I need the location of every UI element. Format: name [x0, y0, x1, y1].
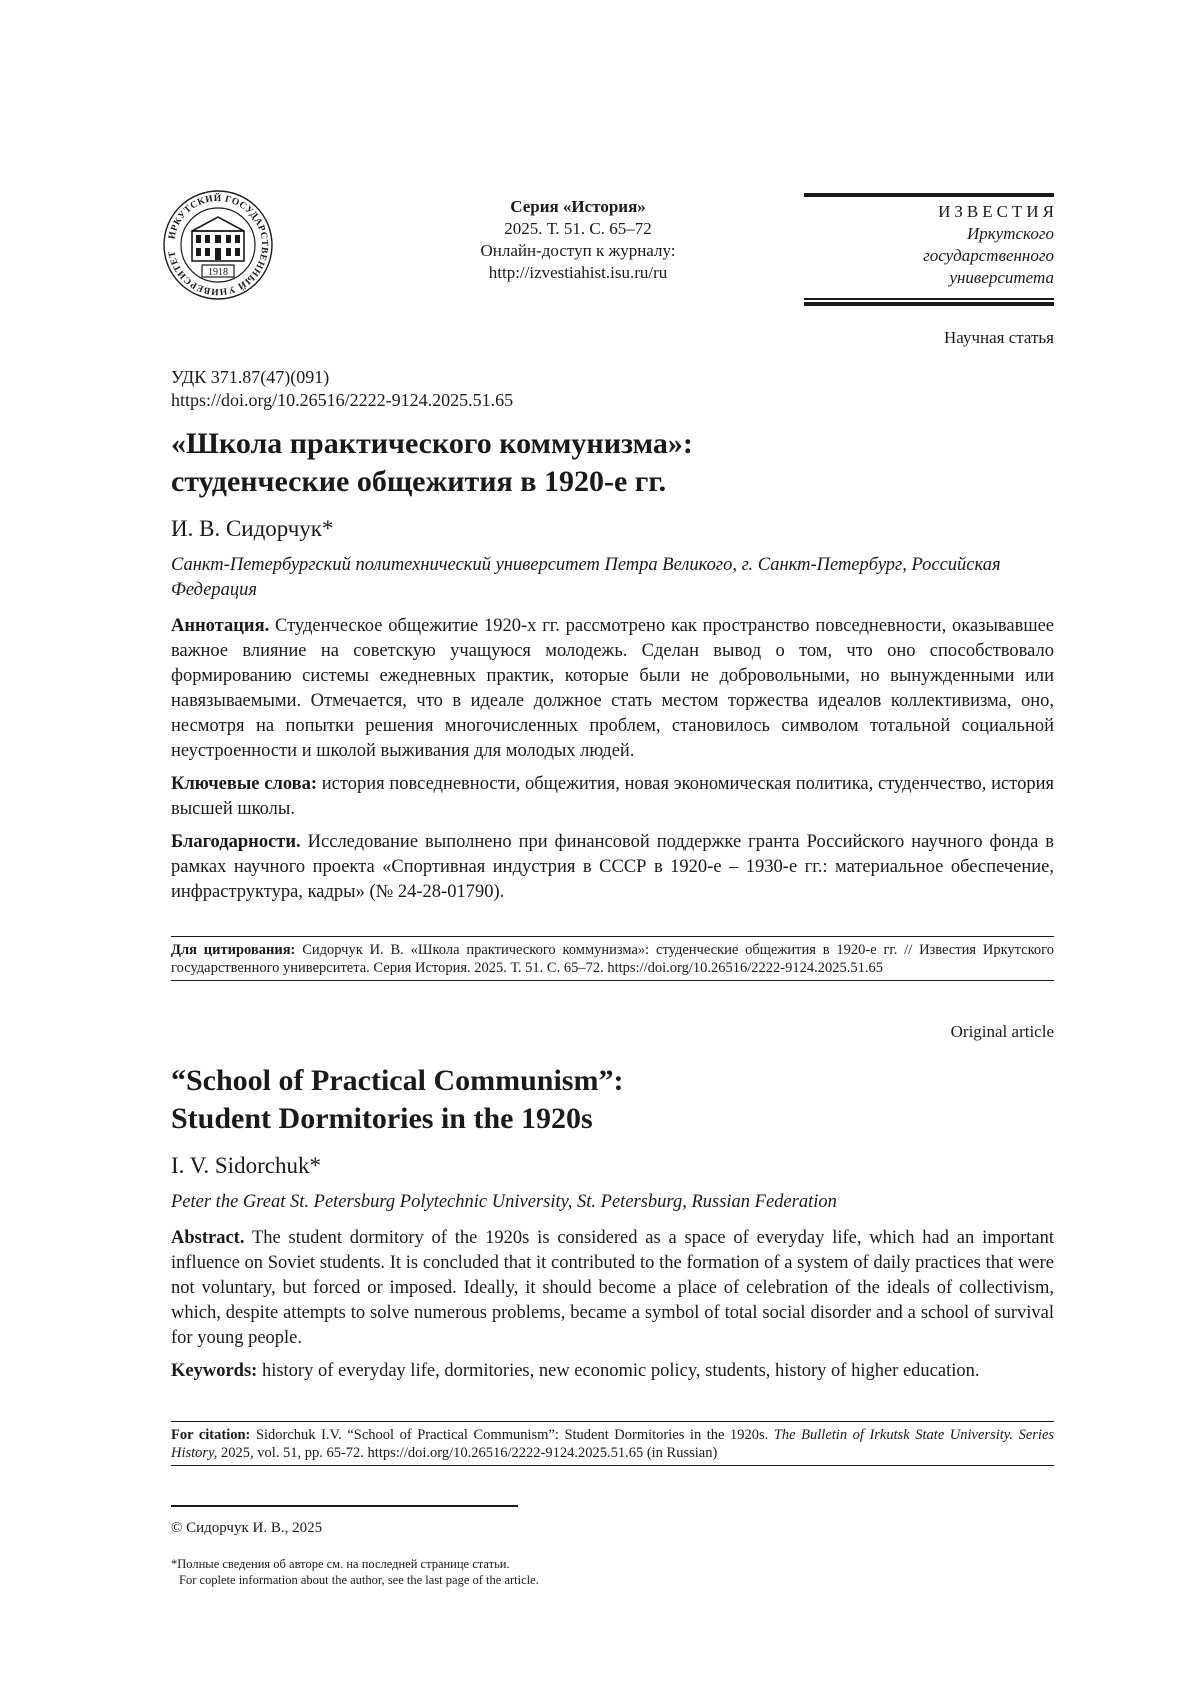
- citation-label: For citation:: [171, 1427, 250, 1443]
- title-line: “School of Practical Communism”:: [171, 1062, 1054, 1100]
- article-type-en: Original article: [951, 1022, 1054, 1042]
- journal-name-block: [804, 193, 1054, 306]
- article-title-ru: [171, 425, 1054, 501]
- divider: [804, 298, 1054, 300]
- citation-journal: The Bulletin of Irkutsk State University. Series History,: [171, 1427, 1054, 1461]
- divider: [804, 302, 1054, 306]
- udk-code: УДК 371.87(47)(091): [171, 366, 1054, 388]
- title-line: студенческие общежития в 1920-е гг.: [171, 463, 1054, 501]
- title-line: Student Dormitories in the 1920s: [171, 1100, 1054, 1138]
- abstract-section-en: [171, 1226, 1054, 1392]
- series-title: Серия «История»: [438, 196, 718, 218]
- seal-year: 1918: [208, 267, 228, 278]
- abstract-section-ru: [171, 614, 1054, 913]
- abstract-en: [171, 1226, 1054, 1351]
- citation-text: Сидорчук И. В. «Школа практического коммунизма»: студенческие общежития в 1920-е гг. // Известия Иркутского государственного университета. Серия История. 2025. Т. 51. С. 65–72. https://doi.org/10.26516/2222-9124.2025.51.65: [171, 942, 1054, 976]
- citation-box-ru: [171, 936, 1054, 981]
- abstract-label: Аннотация.: [171, 616, 269, 636]
- citation-text: 2025, vol. 51, pp. 65-72. https://doi.org/10.26516/2222-9124.2025.51.65 (in Russian): [221, 1445, 717, 1461]
- acknowledgements-ru: [171, 830, 1054, 905]
- citation-text: Sidorchuk I.V. “School of Practical Communism”: Student Dormitories in the 1920s.: [256, 1427, 768, 1443]
- abstract-label: Abstract.: [171, 1228, 244, 1248]
- seal-ring-text: ИРКУТСКИЙ ГОСУДАРСТВЕННЫЙ УНИВЕРСИТЕТ: [167, 192, 269, 296]
- keywords-text: история повседневности, общежития, новая экономическая политика, студенчество, история высшей школы.: [171, 774, 1054, 819]
- title-line: «Школа практического коммунизма»:: [171, 425, 1054, 463]
- keywords-label: Ключевые слова:: [171, 774, 317, 794]
- doi-link[interactable]: https://doi.org/10.26516/2222-9124.2025.51.65: [171, 389, 1054, 411]
- journal-url[interactable]: http://izvestiahist.isu.ru/ru: [438, 262, 718, 284]
- author-en: I. V. Sidorchuk*: [171, 1152, 1054, 1180]
- journal-name-line: государственного: [804, 245, 1054, 267]
- university-seal-logo: [162, 189, 274, 301]
- issue-info: 2025. Т. 51. С. 65–72: [438, 218, 718, 240]
- keywords-label: Keywords:: [171, 1361, 257, 1381]
- journal-name-line: университета: [804, 267, 1054, 289]
- abstract-ru: [171, 614, 1054, 764]
- article-title-en: [171, 1062, 1054, 1138]
- footnote-en: For coplete information about the author, see the last page of the article.: [179, 1572, 539, 1588]
- keywords-text: history of everyday life, dormitories, new economic policy, students, history of higher education.: [262, 1361, 980, 1381]
- footnote-ru: *Полные сведения об авторе см. на последней странице статьи.: [171, 1556, 510, 1572]
- author-ru: И. В. Сидорчук*: [171, 515, 1054, 543]
- online-access-label: Онлайн-доступ к журналу:: [438, 240, 718, 262]
- acknowledgements-label: Благодарности.: [171, 832, 301, 852]
- abstract-text: The student dormitory of the 1920s is considered as a space of everyday life, which had an important influence on Soviet students. It is concluded that it contributed to the formation of a system of daily practices that were not voluntary, but forced or imposed. Ideally, it should become a place of celebration of the ideals of collectivism, which, despite attempts to solve numerous problems, became a symbol of total social disorder and a school of survival for young people.: [171, 1228, 1054, 1348]
- affiliation-en: Peter the Great St. Petersburg Polytechnic University, St. Petersburg, Russian Federation: [171, 1190, 1054, 1215]
- journal-name-line: Иркутского: [804, 223, 1054, 245]
- affiliation-ru: Санкт-Петербургский политехнический университет Петра Великого, г. Санкт-Петербург, Российская Федерация: [171, 553, 1051, 603]
- footnote-divider: [171, 1505, 518, 1507]
- keywords-en: [171, 1359, 1054, 1384]
- citation-label: Для цитирования:: [171, 942, 295, 958]
- citation-box-en: [171, 1421, 1054, 1466]
- series-info: [438, 196, 718, 284]
- abstract-text: Студенческое общежитие 1920-х гг. рассмотрено как пространство повседневности, оказывавшее важное влияние на советскую учащуюся молодежь. Сделан вывод о том, что оно способствовало формированию системы ежедневных практик, которые были не добровольными, но вынужденными или навязываемыми. Отмечается, что в идеале должное стать местом торжества идеалов коллективизма, оно, несмотря на попытки решения многочисленных проблем, становилось символом тотальной социальной неустроенности и школой выживания для молодых людей.: [171, 616, 1054, 761]
- acknowledgements-text: Исследование выполнено при финансовой поддержке гранта Российского научного фонда в рамках научного проекта «Спортивная индустрия в СССР в 1920-е – 1930-е гг.: материальное обеспечение, инфраструктура, кадры» (№ 24-28-01790).: [171, 832, 1054, 902]
- keywords-ru: [171, 772, 1054, 822]
- copyright-notice: © Сидорчук И. В., 2025: [171, 1520, 322, 1537]
- journal-name-main: ИЗВЕСТИЯ: [804, 201, 1058, 223]
- article-type-ru: Научная статья: [944, 328, 1054, 348]
